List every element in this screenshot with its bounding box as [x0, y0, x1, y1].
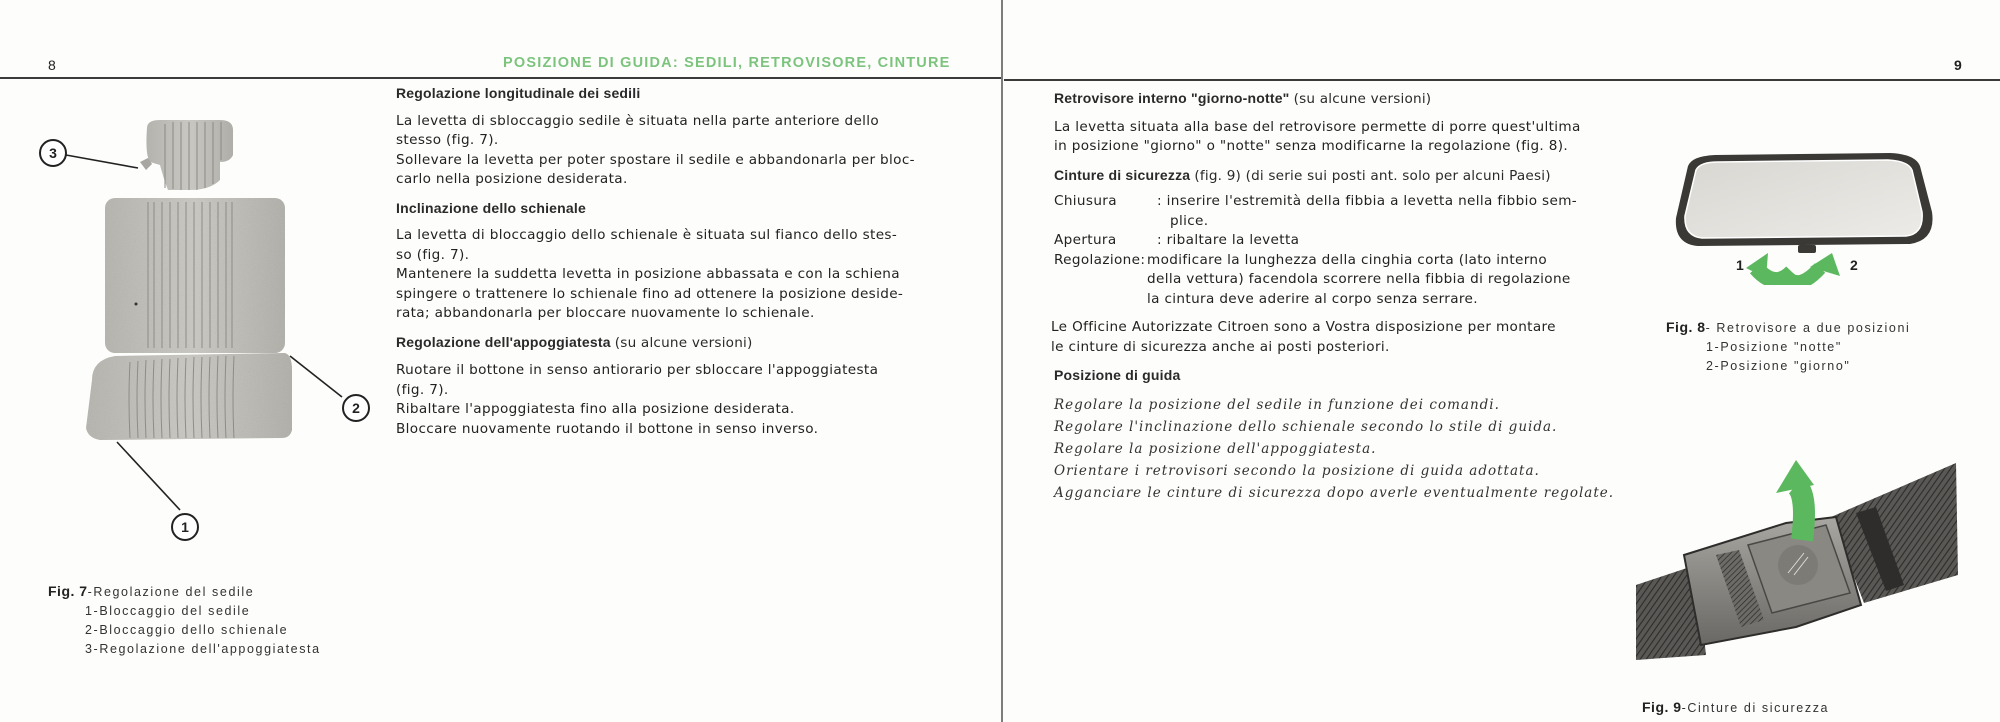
- fig8-label: Fig. 8: [1666, 319, 1706, 335]
- fig7-item: 3-Regolazione dell'appoggiatesta: [85, 642, 321, 656]
- italic-line: Agganciare le cinture di sicurezza dopo averle eventualmente regolate.: [1054, 484, 1615, 501]
- paragraph-line: in posizione "giorno" o "notte" senza modificarne la regolazione (fig. 8).: [1054, 138, 1569, 154]
- heading-note: (fig. 9) (di serie sui posti ant. solo per alcuni Paesi): [1194, 167, 1551, 184]
- definition-list: [1054, 192, 1644, 309]
- paragraph-line: le cinture di sicurezza anche ai posti posteriori.: [1051, 338, 1390, 355]
- callout-1: [172, 514, 198, 540]
- paragraph-line: Ruotare il bottone in senso antiorario per sbloccare l'appoggiatesta: [396, 362, 879, 378]
- svg-text:2: 2: [352, 400, 360, 416]
- paragraph-line: rata; abbandonarla per bloccare nuovamente lo schienale.: [396, 305, 815, 321]
- fig8-item: 2-Posizione "giorno": [1706, 359, 1851, 373]
- page-number-left: 8: [48, 57, 56, 73]
- fig7-caption: [48, 582, 321, 659]
- section-heading: [1054, 166, 1644, 187]
- fig7-item: 1-Bloccaggio del sedile: [85, 604, 251, 618]
- seat-back: [105, 198, 285, 353]
- arrow-label-1: 1: [1736, 257, 1744, 273]
- heading-note: (su alcune versioni): [1293, 91, 1432, 107]
- seat-cushion: [86, 353, 292, 440]
- heading-text: Cinture di sicurezza: [1054, 166, 1191, 183]
- paragraph-line: Mantenere la suddetta levetta in posizione abbassata e con la schiena: [396, 266, 900, 282]
- paragraph-line: La levetta situata alla base del retrovisore permette di porre quest'ultima: [1054, 118, 1581, 135]
- definition-body: : inserire l'estremità della fibbia a levetta nella fibbio sem- plice.: [1157, 193, 1578, 229]
- paragraph-line: spingere o trattenere lo schienale fino ad ottenere la posizione deside-: [396, 285, 904, 302]
- heading-note: (su alcune versioni): [614, 334, 753, 351]
- header-rule-left: [0, 77, 1001, 79]
- paragraph-line: carlo nella posizione desiderata.: [396, 171, 628, 187]
- italic-line: Regolare la posizione dell'appoggiatesta.: [1054, 440, 1377, 457]
- section-heading: Inclinazione dello schienale: [396, 199, 586, 216]
- paragraph-line: Sollevare la levetta per poter spostare il sedile e abbandonarla per bloc-: [396, 151, 915, 168]
- fig7-item: 2-Bloccaggio dello schienale: [85, 623, 289, 637]
- arrow-label-2: 2: [1850, 257, 1858, 273]
- svg-text:1: 1: [181, 519, 189, 535]
- header-rule-right: [1004, 79, 2000, 81]
- section-heading: [396, 333, 956, 354]
- fig7-title: -Regolazione del sedile: [87, 585, 255, 599]
- paragraph-line: La levetta di sbloccaggio sedile è situata nella parte anteriore dello: [396, 112, 880, 129]
- heading-text: Regolazione dell'appoggiatesta: [396, 333, 611, 350]
- seatbelt-figure: [1636, 455, 1966, 670]
- fig8-title: - Retrovisore a due posizioni: [1705, 321, 1911, 335]
- definition-term: Apertura: [1054, 232, 1117, 248]
- section-heading: Posizione di guida: [1054, 367, 1181, 383]
- page-number-right: 9: [1954, 57, 1962, 73]
- heading-text: Retrovisore interno "giorno-notte": [1054, 90, 1290, 106]
- italic-line: Regolare la posizione del sedile in funzione dei comandi.: [1054, 396, 1500, 413]
- paragraph-line: Le Officine Autorizzate Citroen sono a Vostra disposizione per montare: [1051, 319, 1556, 335]
- fig9-caption: [1642, 698, 1829, 718]
- fig9-title: -Cinture di sicurezza: [1681, 701, 1830, 715]
- paragraph-line: La levetta di bloccaggio dello schienale è situata sul fianco dello stes-: [396, 227, 898, 243]
- seat-figure: [20, 110, 390, 550]
- day-night-arrows-icon: [1746, 253, 1840, 282]
- paragraph-line: stesso (fig. 7).: [396, 132, 499, 148]
- paragraph-line: so (fig. 7).: [396, 246, 470, 263]
- italic-line: Regolare l'inclinazione dello schienale secondo lo stile di guida.: [1054, 418, 1558, 435]
- callout-2: [343, 395, 369, 421]
- right-text-column: [1051, 89, 1644, 504]
- fig8-item: 1-Posizione "notte": [1706, 340, 1842, 354]
- paragraph-line: Bloccare nuovamente ruotando il bottone in senso inverso.: [396, 420, 819, 437]
- paragraph-line: (fig. 7).: [396, 381, 449, 398]
- section-heading: [1054, 89, 1644, 110]
- section-heading: Regolazione longitudinale dei sedili: [396, 85, 641, 101]
- definition-term: Regolazione:: [1054, 251, 1146, 268]
- paragraph-line: Ribaltare l'appoggiatesta fino alla posizione desiderata.: [396, 401, 795, 417]
- fig7-label: Fig. 7: [48, 583, 88, 599]
- right-page: [1004, 0, 2000, 722]
- callout-3: [40, 140, 66, 166]
- running-title: POSIZIONE DI GUIDA: SEDILI, RETROVISORE, CINTURE: [503, 55, 951, 71]
- definition-body: : ribaltare la levetta: [1157, 232, 1300, 248]
- left-text-column: [396, 84, 956, 439]
- fig8-caption: [1666, 318, 1910, 376]
- definition-body: modificare la lunghezza della cinghia corta (lato interno della vettura) facendola scorrere nella fibbia di regolazione la cintura deve aderire al corpo senza serrare.: [1147, 251, 1571, 307]
- definition-term: Chiusura: [1054, 193, 1117, 209]
- svg-text:3: 3: [49, 145, 57, 161]
- page-spine: [1001, 0, 1003, 722]
- mirror-figure: [1670, 150, 1940, 285]
- italic-line: Orientare i retrovisori secondo la posizione di guida adottata.: [1054, 462, 1540, 479]
- headrest: [140, 120, 233, 190]
- fig9-label: Fig. 9: [1642, 699, 1682, 715]
